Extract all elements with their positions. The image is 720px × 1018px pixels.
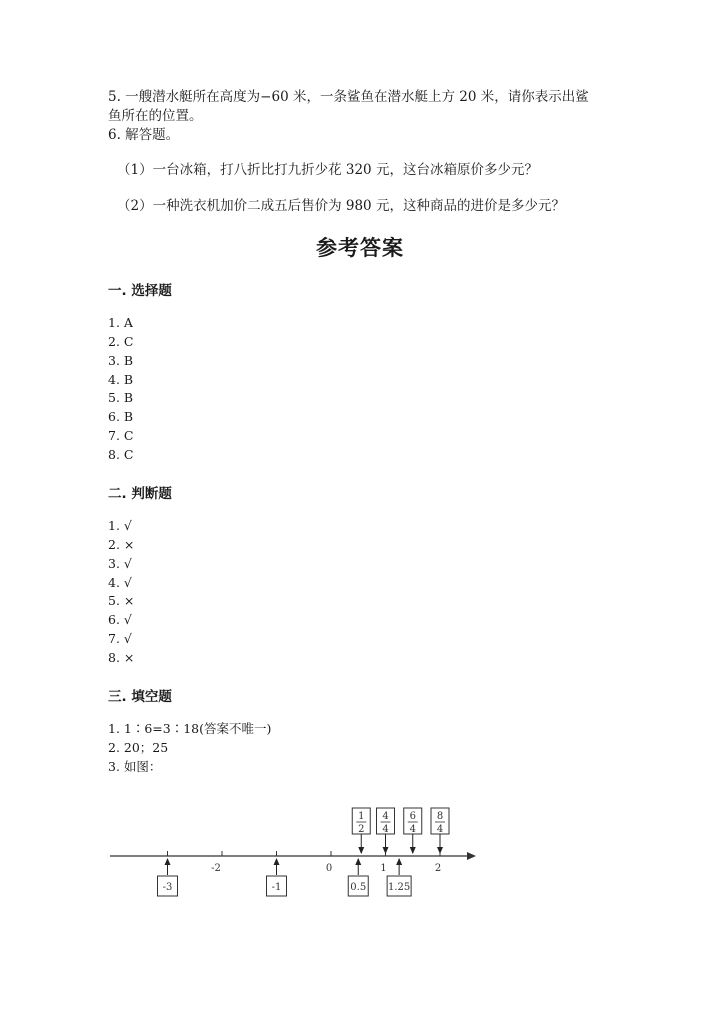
- above-mark-arrowhead: [437, 847, 443, 854]
- below-mark-label: -3: [162, 882, 173, 893]
- below-mark-arrowhead: [165, 858, 171, 865]
- axis-tick-label: -2: [211, 863, 221, 874]
- section-heading-judge: 二. 判断题: [108, 486, 172, 502]
- problem-6-question-1: （1）一台冰箱，打八折比打九折少花 320 元，这台冰箱原价多少元？: [117, 162, 538, 178]
- problem-6-question-2: （2）一种洗衣机加价二成五后售价为 980 元，这种商品的进价是多少元？: [117, 198, 565, 214]
- choice-answer: 3. B: [108, 353, 134, 368]
- judge-answer: 6. √: [108, 612, 132, 627]
- above-mark-arrowhead: [410, 847, 416, 854]
- judge-answer: 7. √: [108, 631, 132, 646]
- judge-answer: 8. ×: [108, 650, 135, 665]
- axis-tick-label: 0: [325, 863, 333, 874]
- fraction-denominator: 4: [409, 824, 416, 835]
- fill-answer: 3. 如图：: [108, 759, 162, 774]
- axis-tick-label: 1: [380, 863, 387, 874]
- fraction-numerator: 4: [382, 811, 389, 822]
- fill-answer: 2. 20；25: [108, 740, 169, 755]
- judge-answer: 2. ×: [108, 537, 135, 552]
- judge-answer: 1. √: [108, 518, 132, 533]
- choice-answer: 7. C: [108, 428, 134, 443]
- choice-answer: 4. B: [108, 372, 134, 387]
- axis-tick-label: 2: [434, 863, 442, 874]
- choice-answer: 1. A: [108, 315, 133, 330]
- below-mark-arrowhead: [396, 858, 402, 865]
- below-mark-arrowhead: [274, 858, 280, 865]
- below-mark-label: 1.25: [387, 882, 411, 893]
- judge-answer: 5. ×: [108, 593, 135, 608]
- fraction-denominator: 2: [358, 824, 365, 835]
- fraction-numerator: 1: [358, 811, 365, 822]
- below-mark-label: 0.5: [350, 882, 367, 893]
- fraction-numerator: 8: [436, 811, 444, 822]
- number-line-figure: [0, 795, 720, 915]
- answer-title: 参考答案: [316, 235, 404, 260]
- problem-5-line-2: 鱼所在的位置。: [108, 108, 203, 124]
- fill-answer: 1. 1∶6=3∶18(答案不唯一): [108, 721, 272, 736]
- below-mark-arrowhead: [355, 858, 361, 865]
- choice-answer: 8. C: [108, 447, 134, 462]
- axis-arrowhead: [467, 852, 476, 860]
- choice-answer: 2. C: [108, 334, 134, 349]
- choice-answer: 5. B: [108, 390, 134, 405]
- section-heading-choice: 一. 选择题: [108, 283, 172, 299]
- problem-6-heading: 6. 解答题。: [108, 127, 180, 143]
- choice-answer: 6. B: [108, 409, 134, 424]
- below-mark-label: -1: [271, 882, 282, 893]
- section-heading-fill: 三. 填空题: [108, 689, 172, 705]
- above-mark-arrowhead: [383, 847, 389, 854]
- fraction-denominator: 4: [436, 824, 444, 835]
- above-mark-arrowhead: [358, 847, 364, 854]
- judge-answer: 3. √: [108, 556, 132, 571]
- problem-5-line-1: 5. 一艘潜水艇所在高度为−60 米，一条鲨鱼在潜水艇上方 20 米，请你表示出鲨: [108, 89, 589, 105]
- fraction-denominator: 4: [382, 824, 389, 835]
- fraction-numerator: 6: [409, 811, 416, 822]
- judge-answer: 4. √: [108, 575, 132, 590]
